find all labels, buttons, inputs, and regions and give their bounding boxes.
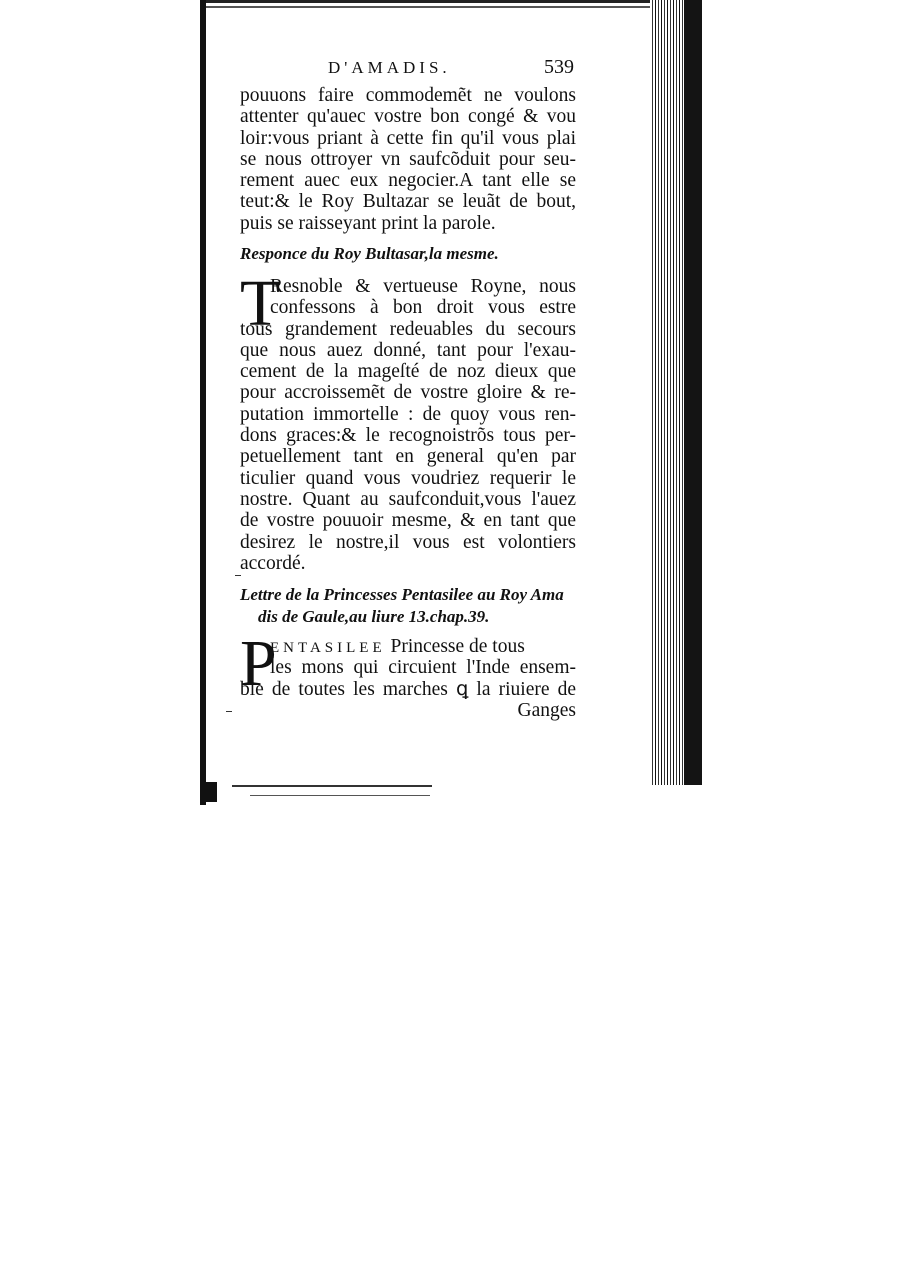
scan-top-edge <box>206 0 656 3</box>
first-word-smallcaps: ENTASILEE <box>270 640 386 656</box>
text-line: putation immortelle : de quoy vous ren- <box>240 403 576 425</box>
paragraph-2 <box>240 267 576 574</box>
text-line <box>240 636 576 657</box>
text-line: tous grandement redeuables du secours <box>240 318 576 340</box>
text-line: petuellement tant en general qu'en par <box>240 446 576 468</box>
paragraph-3 <box>240 627 576 700</box>
margin-tick <box>235 575 241 576</box>
scan-bottom-line-inner <box>250 795 430 796</box>
text-line: attenter qu'auec vostre bon congé & vou <box>240 106 576 128</box>
section-heading-letter-line2: dis de Gaule,au liure 13.chap.39. <box>258 607 490 626</box>
running-head: D'AMADIS. <box>328 58 451 77</box>
text-line: se nous ottroyer vn saufcõduit pour seu- <box>240 148 576 170</box>
text-line: nostre. Quant au saufconduit,vous l'auez <box>240 488 576 510</box>
paragraph-1 <box>240 85 576 234</box>
text-line: ticulier quand vous voudriez requerir le <box>240 467 576 489</box>
section-heading-response: Responce du Roy Bultasar,la mesme. <box>240 244 499 263</box>
text-line: accordé. <box>240 552 306 574</box>
text-line: ble de toutes les marches ꝗ la riuiere de <box>240 678 576 700</box>
text-line: confessons à bon droit vous estre <box>270 297 576 319</box>
scan-left-edge <box>200 0 206 805</box>
book-spine-shadow <box>684 0 702 785</box>
text-line: loir:vous priant à cette fin qu'il vous plai <box>240 127 576 149</box>
text-line: dons graces:& le recognoistrõs tous per- <box>240 425 576 447</box>
text-line: rement auec eux negocier.A tant elle se <box>240 170 576 192</box>
text-line: cement de la mageſté de noz dieux que <box>240 361 576 383</box>
text-line: pour accroissemẽt de vostre gloire & re- <box>240 382 576 404</box>
scan-bottom-line <box>232 785 432 787</box>
text-line: que nous auez donné, tant pour l'exau- <box>240 339 576 361</box>
scan-corner-mark <box>203 782 217 802</box>
page-header <box>240 56 576 84</box>
section-heading-letter-line1: Lettre de la Princesses Pentasilee au Roy Ama <box>240 585 564 604</box>
drop-cap-t: T <box>240 267 281 340</box>
page-number: 539 <box>544 56 574 78</box>
text-line: puis se raisseyant print la parole. <box>240 212 496 234</box>
text-line: de vostre pouuoir mesme, & en tant que <box>240 510 576 532</box>
catchword: Ganges <box>517 700 576 721</box>
text-fragment: Princesse de tous <box>390 636 525 657</box>
text-line: Resnoble & vertueuse Royne, nous <box>270 276 576 297</box>
text-line: teut:& le Roy Bultazar se leuãt de bout, <box>240 191 576 213</box>
text-line: desirez le nostre,il vous est volontiers <box>240 531 576 553</box>
scan-top-edge-inner <box>206 6 676 8</box>
text-line: les mons qui circuient l'Inde ensem- <box>270 657 576 679</box>
margin-tick <box>226 711 232 712</box>
drop-cap-p: P <box>240 627 277 700</box>
text-line: pouuons faire commodemẽt ne voulons <box>240 85 576 106</box>
